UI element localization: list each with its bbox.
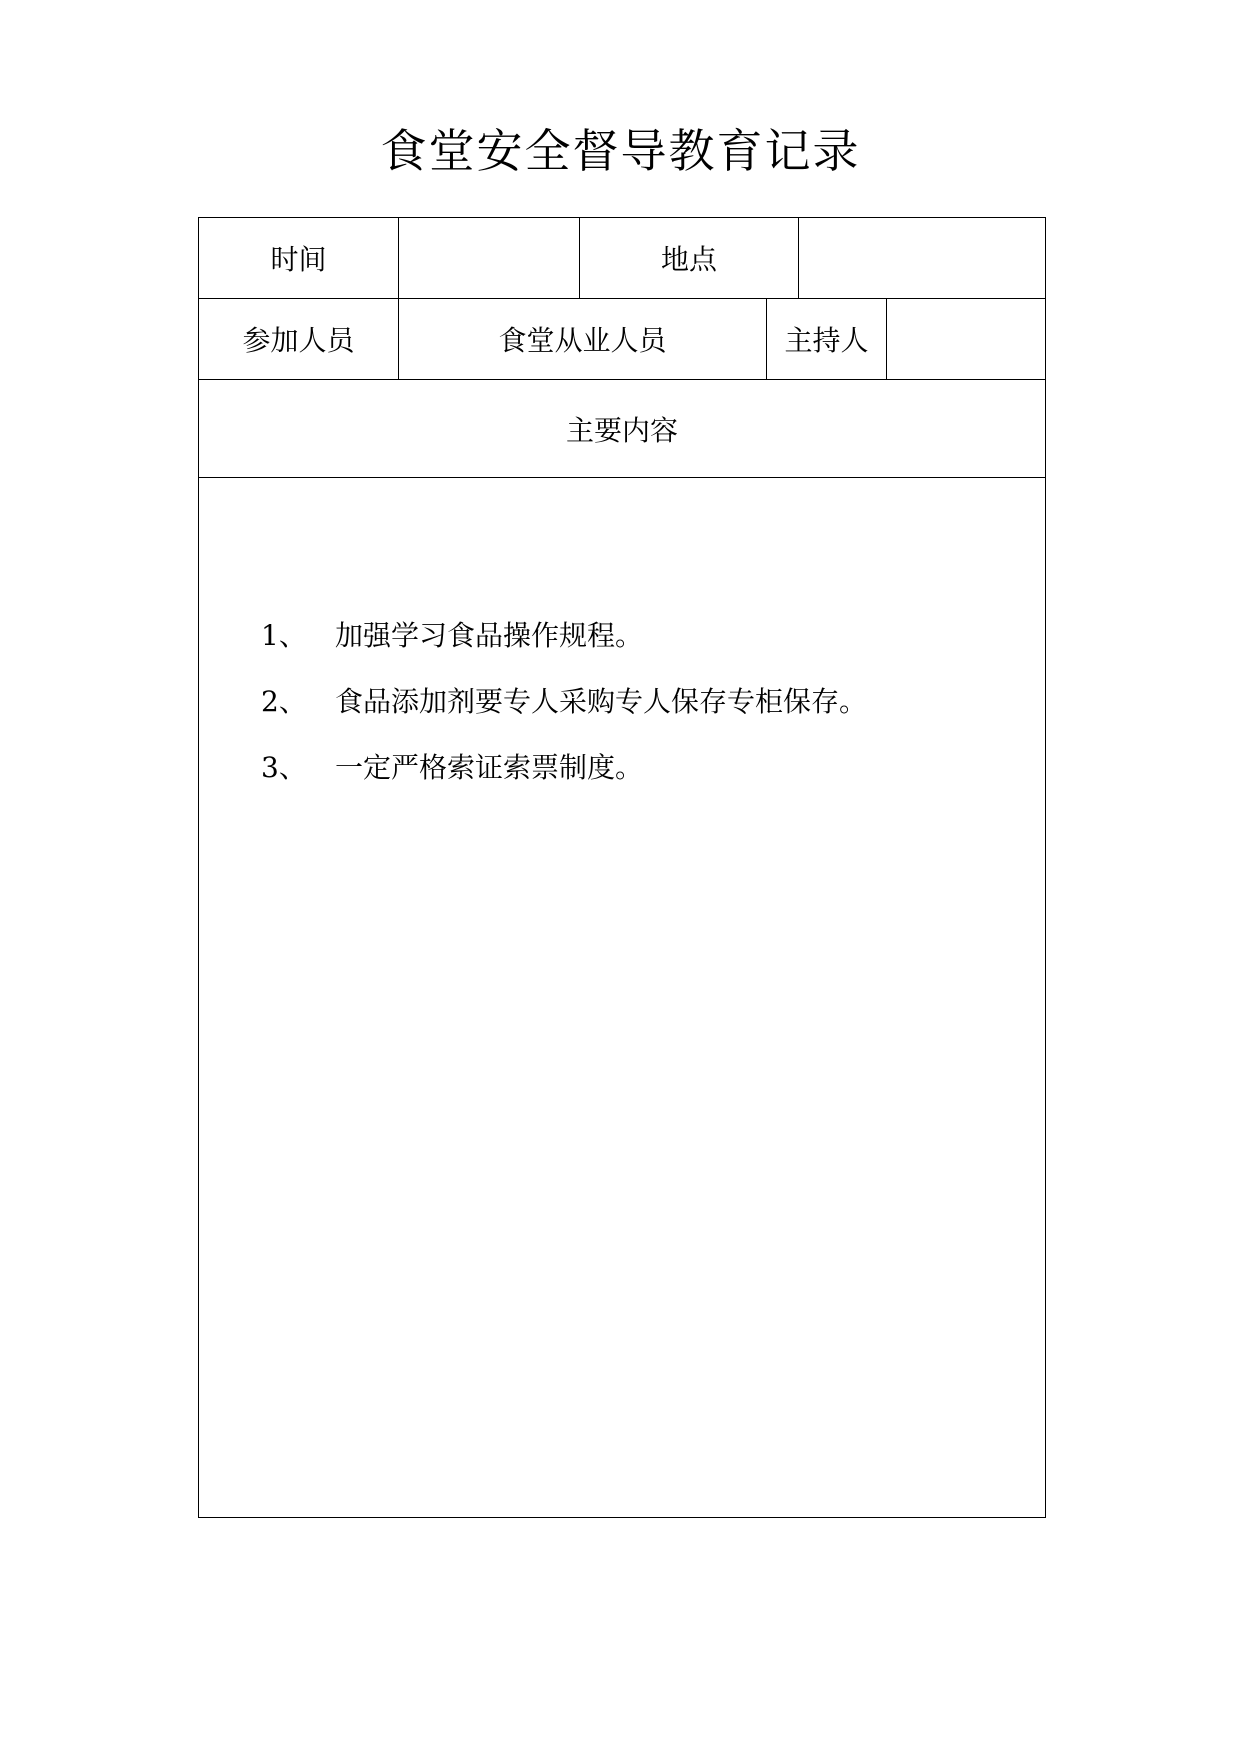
item-text: 食品添加剂要专人采购专人保存专柜保存。	[335, 685, 868, 718]
participants-label: 参加人员	[199, 299, 399, 379]
item-number: 3、	[261, 751, 307, 784]
content-area[interactable]	[199, 478, 1045, 1517]
item-text: 一定严格索证索票制度。	[335, 751, 644, 784]
host-value[interactable]	[887, 299, 1044, 379]
document-title: 食堂安全督导教育记录	[380, 124, 861, 178]
content-header: 主要内容	[565, 413, 678, 447]
time-label: 时间	[199, 218, 399, 298]
location-label: 地点	[580, 218, 799, 298]
list-item	[261, 601, 867, 667]
host-label: 主持人	[767, 299, 887, 379]
location-value[interactable]	[799, 218, 1044, 298]
content-header-row	[199, 380, 1045, 478]
item-number: 2、	[261, 685, 307, 718]
participants-host-row	[199, 299, 1045, 380]
participants-value[interactable]: 食堂从业人员	[399, 299, 767, 379]
item-text: 加强学习食品操作规程。	[335, 619, 644, 652]
list-item	[261, 733, 867, 799]
list-item	[261, 667, 867, 733]
item-number: 1、	[261, 619, 307, 652]
record-table	[198, 217, 1046, 1518]
time-value[interactable]	[399, 218, 580, 298]
time-location-row	[199, 218, 1045, 299]
content-list	[261, 601, 867, 799]
